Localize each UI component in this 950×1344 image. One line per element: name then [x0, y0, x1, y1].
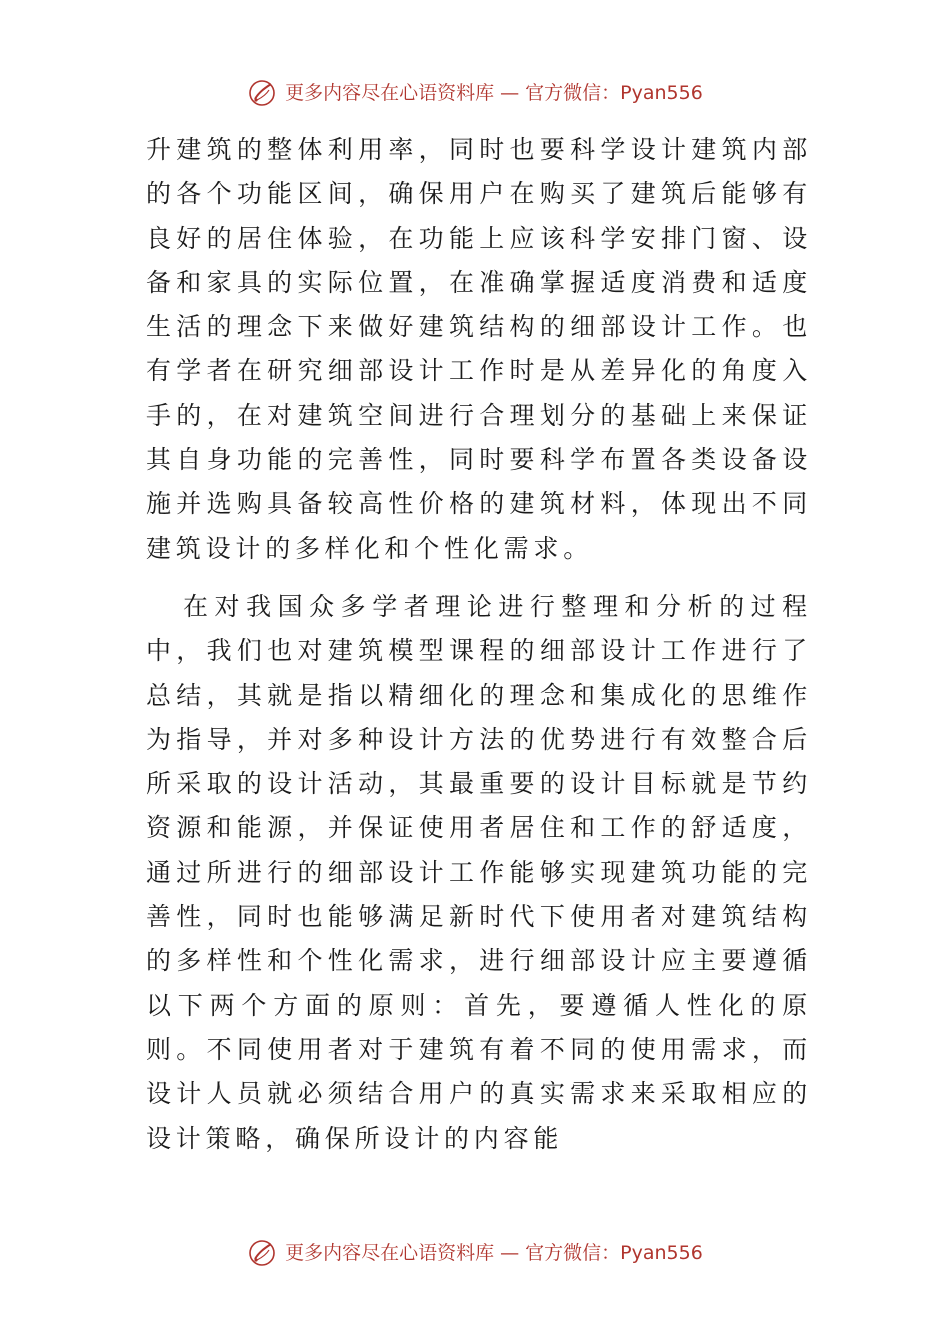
paragraph-1: 升建筑的整体利用率，同时也要科学设计建筑内部的各个功能区间，确保用户在购买了建筑后能够有良好的居住体验，在功能上应该科学安排门窗、设备和家具的实际位置，在准确掌握适度消费和适度生活的理念下来做好建筑结构的细部设计工作。也有学者在研究细部设计工作时是从差异化的角度入手的，在对建筑空间进行合理划分的基础上来保证其自身功能的完善性，同时要科学布置各类设备设施并选购具备较高性价格的建筑材料，体现出不同建筑设计的多样化和个性化需求。	[146, 135, 812, 563]
header-banner	[0, 78, 950, 108]
banner-separator: —	[500, 82, 520, 104]
quill-scroll-logo-icon	[247, 78, 277, 108]
paragraph-2: 在对我国众多学者理论进行整理和分析的过程中，我们也对建筑模型课程的细部设计工作进行了总结，其就是指以精细化的理念和集成化的思维作为指导，并对多种设计方法的优势进行有效整合后所采取的设计活动，其最重要的设计目标就是节约资源和能源，并保证使用者居住和工作的舒适度，通过所进行的细部设计工作能够实现建筑功能的完善性，同时也能够满足新时代下使用者对建筑结构的多样性和个性化需求，进行细部设计应主要遵循以下两个方面的原则：首先，要遵循人性化的原则。不同使用者对于建筑有着不同的使用需求，而设计人员就必须结合用户的真实需求来采取相应的设计策略，确保所设计的内容能	[146, 591, 812, 1153]
footer-banner	[0, 1238, 950, 1268]
library-text: 更多内容尽在心语资料库	[285, 82, 495, 104]
document-body	[146, 128, 812, 1161]
banner-separator: —	[500, 1242, 520, 1264]
quill-scroll-logo-icon	[247, 1238, 277, 1268]
wechat-text: 官方微信：Pyan556	[525, 1242, 703, 1264]
library-text: 更多内容尽在心语资料库	[285, 1242, 495, 1264]
wechat-text: 官方微信：Pyan556	[525, 82, 703, 104]
